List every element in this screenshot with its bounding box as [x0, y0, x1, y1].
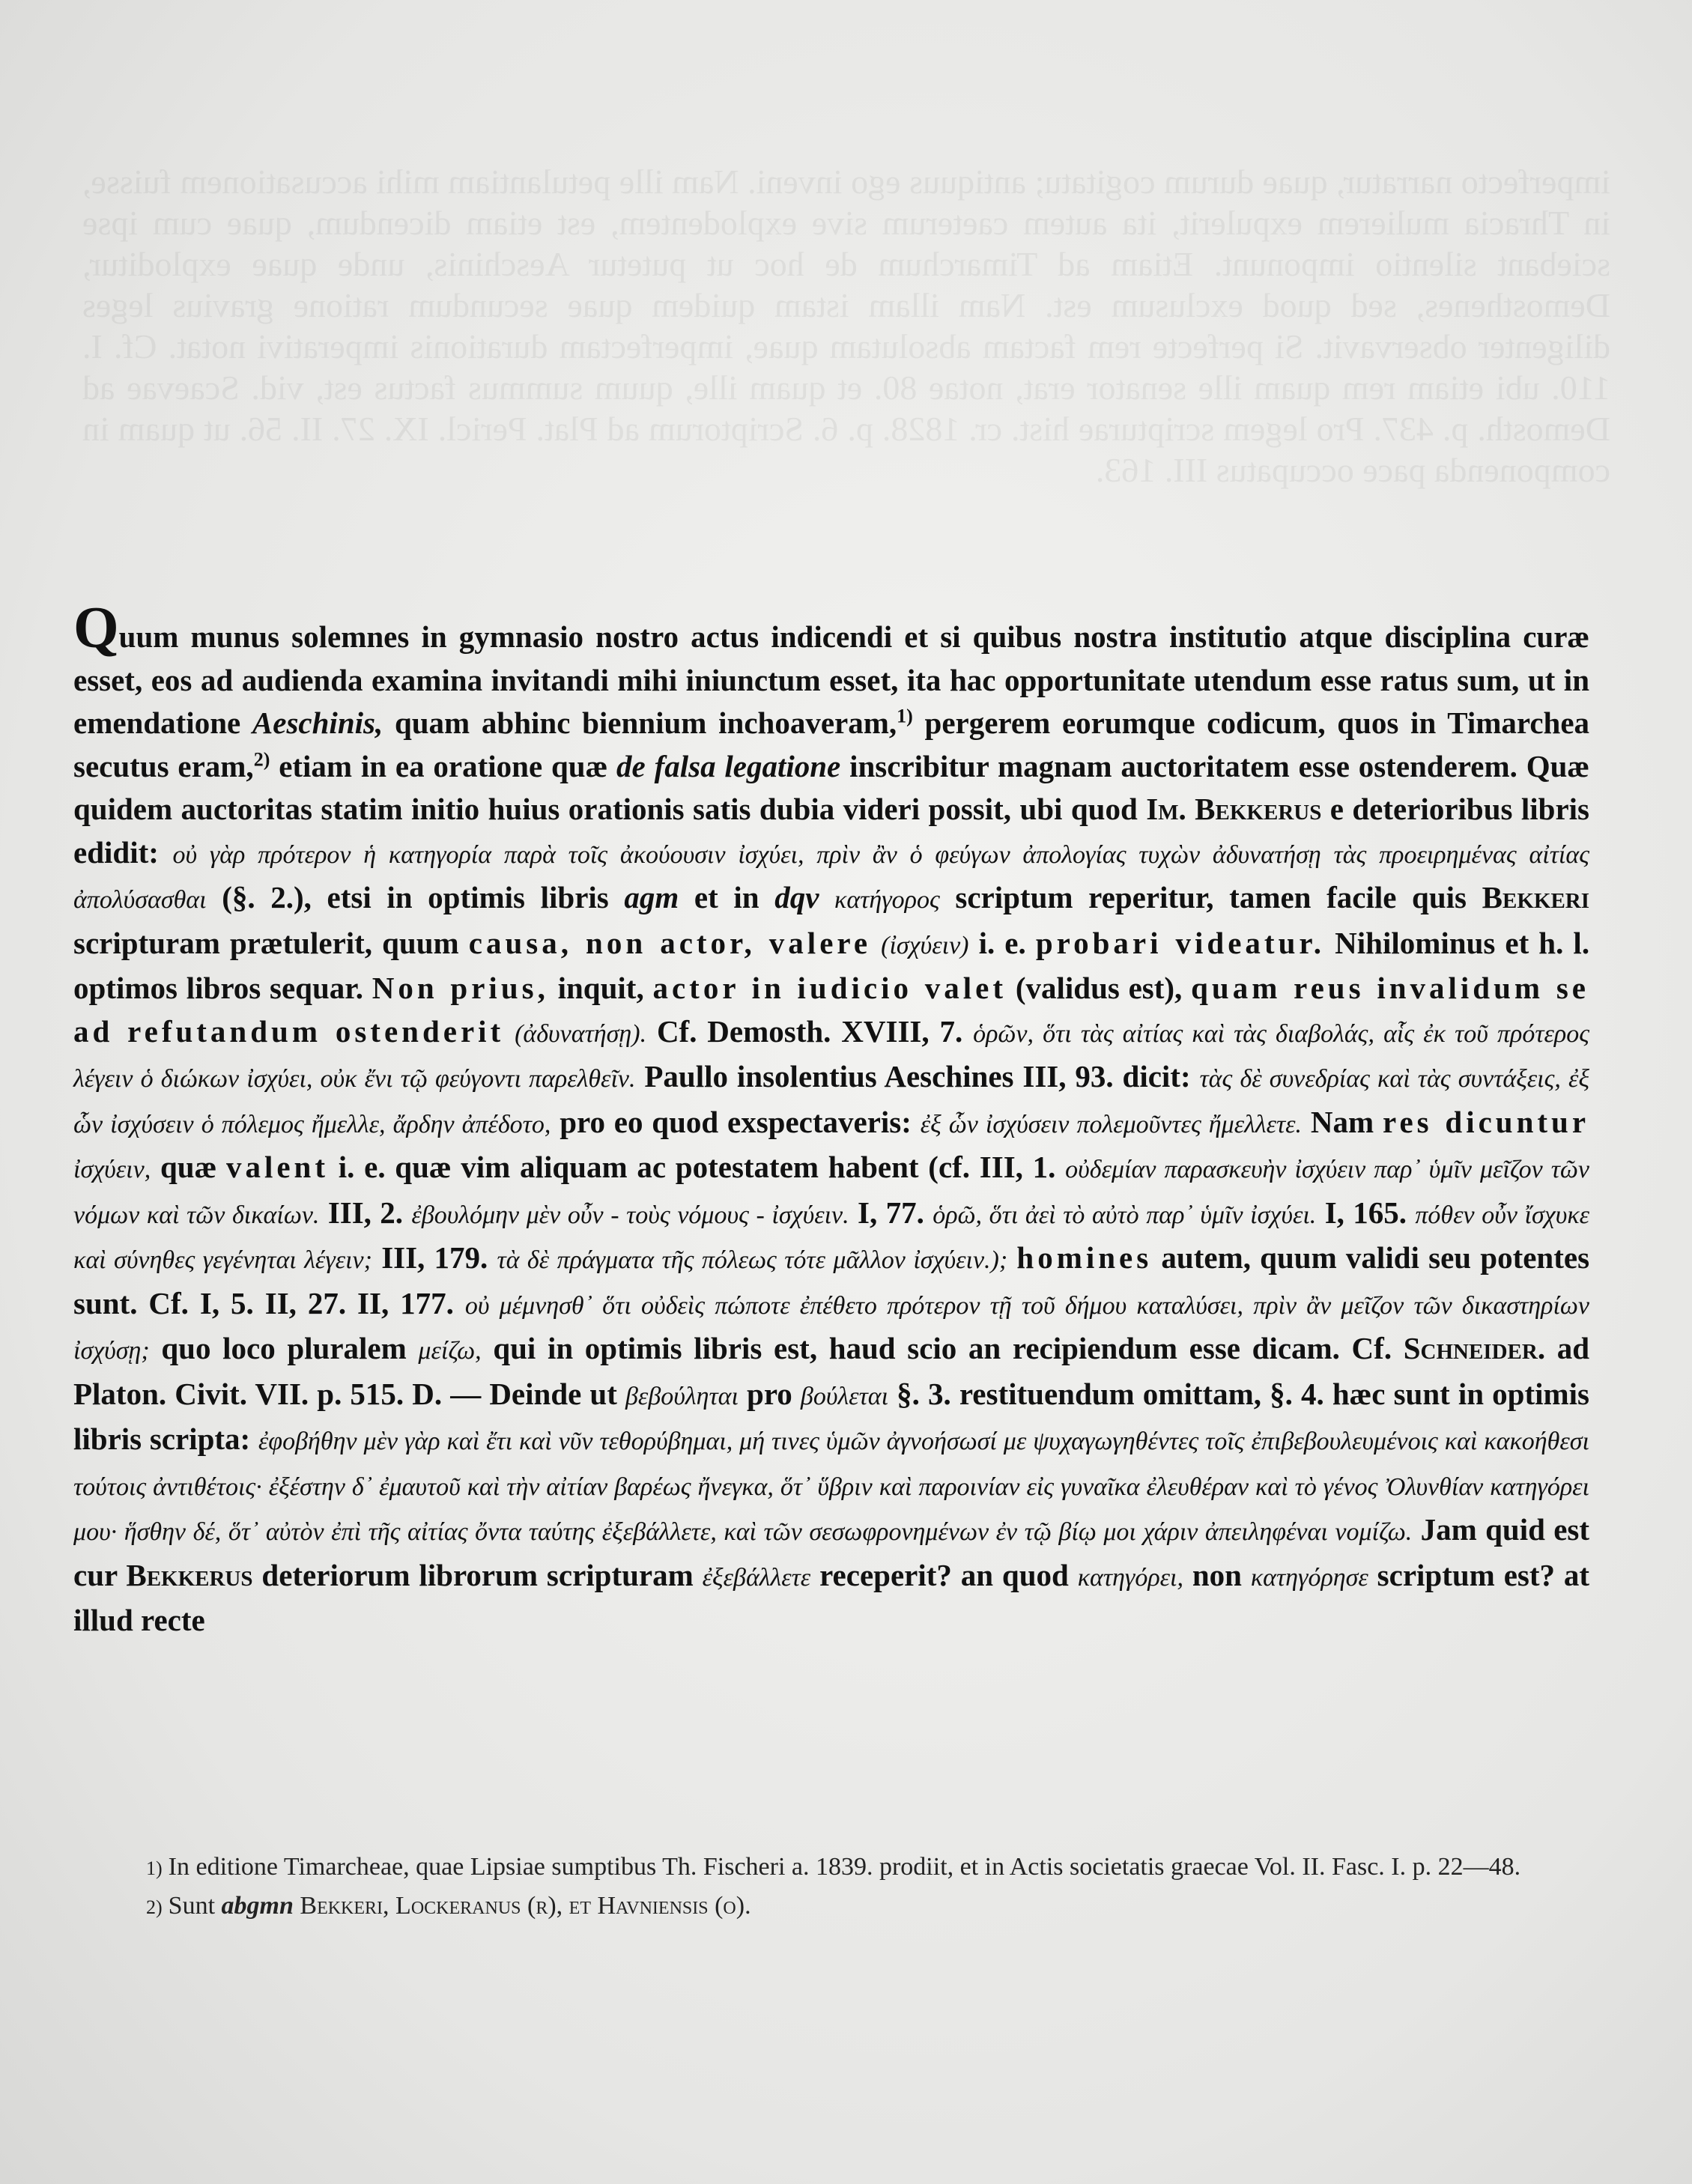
greek-quote: οὐ μέμνησθ᾽ ὅτι οὐδεὶς πώποτε ἐπέθετο πρότερον τῇ τοῦ δήμου καταλύσει, πρὶν ἂν μεῖζον τῶν δικαστηρίων ἰσχύσῃ;	[73, 1291, 1589, 1365]
text-segment: etiam in ea oratione quæ	[279, 748, 608, 783]
text-segment: receperit? an quod	[819, 1557, 1069, 1592]
greek-quote: τὰς δὲ συνεδρίας καὶ τὰς συντάξεις, ἐξ ὧν ἰσχύσειν ὁ πόλεμος ἤμελλε, ἄρδην ἀπέδοτο,	[73, 1065, 1590, 1138]
text-segment: quæ	[160, 1150, 217, 1184]
text-segment: I, 77.	[858, 1195, 924, 1230]
text-segment: Nihilominus et h. l. optimos libros sequar.	[73, 925, 1590, 1005]
bleed-through-text: imperfecto narratur, quae durum cogitatu; antiquus ego inveni. Nam ille petulantiam mihi accusationem fuisse, in Thracia mulierem expulerit, ita autem caeterum sive explodentem, est etiam dicendum, quae cum ipse sciebant silentio imponunt. Etiam ad Timarchum de hoc ut putetur Aeschinis, unde quae exploditur, Demosthenes, sed quod exclusum est. Nam illam istam quidem quae secundum ratione gravius leges diligenter observavit. Si perfecte rem factam absolutam quae, imperfectam durationis imperativi notat. Cf. I. 110. ubi etiam rem quam ille senator erat, notae 80. et quam ille, quum summus factus est, vid. Scaevae ad Demosth. p. 437. Pro legem scripturae hist. cr. 1828. p. 6. Scriptorum ad Plat. Pericl. IX. 27. II. 56. ut quam in componenda pace occupatus III. 163.	[82, 163, 1610, 489]
greek-quote: οὐ γὰρ πρότερον ἡ κατηγορία παρὰ τοῖς ἀκούουσιν ἰσχύει, πρὶν ἂν ὁ φεύγων ἀπολογίας τυχὼν ἀδυνατήσῃ τὰς προειρημένας αἰτίας ἀπολύσασθαι	[73, 840, 1590, 914]
text-segment: pro eo quod exspectaveris:	[560, 1104, 912, 1139]
spaced-emphasis: homines	[1016, 1240, 1153, 1275]
greek-word: βούλεται	[800, 1382, 889, 1410]
author-name: Schneider.	[1403, 1331, 1546, 1365]
footnote-mark: 1)	[146, 1857, 163, 1879]
editor-name: Im. Bekkerus	[1146, 792, 1322, 826]
spaced-emphasis: causa, non actor, valere	[468, 925, 872, 960]
text-segment: I, 165.	[1324, 1195, 1407, 1230]
text-segment: i. e.	[978, 925, 1026, 960]
text-segment: III, 2.	[327, 1195, 404, 1230]
text-segment: deteriorum librorum scripturam	[261, 1557, 694, 1592]
spaced-emphasis: Non prius,	[372, 971, 549, 1005]
spaced-emphasis: probari videatur.	[1035, 925, 1326, 960]
text-segment: Cf. Demosth. XVIII, 7.	[656, 1013, 963, 1049]
text-segment: §. 3. restituendum omittam, §. 4. hæc sunt in optimis libris scripta:	[73, 1376, 1590, 1456]
text-segment: Nam	[1310, 1104, 1374, 1139]
text-segment: e deterioribus libris edidit:	[73, 792, 1590, 870]
text-segment: i. e. quæ vim aliquam ac potestatem habent (cf. III, 1.	[338, 1150, 1056, 1184]
spaced-emphasis: actor in iudicio valet	[652, 971, 1007, 1005]
spaced-emphasis: res dicuntur	[1382, 1104, 1590, 1139]
greek-quote: ἐξ ὧν ἰσχύσειν πολεμοῦντες ἤμελλετε.	[920, 1110, 1303, 1138]
editor-name: Bekkerus	[126, 1557, 253, 1592]
greek-word: (ἀδυνατήσῃ).	[515, 1019, 647, 1048]
greek-quote: ὁρῶν, ὅτι τὰς αἰτίας καὶ τὰς διαβολάς, αἷς ἐκ τοῦ πρότερος λέγειν ὁ διώκων ἰσχύει, οὐκ ἔνι τῷ φεύγοντι παρελθεῖν.	[73, 1019, 1590, 1093]
text-segment: pergerem eorumque codicum, quos in Timarchea secutus eram,	[73, 706, 1590, 783]
text-segment: autem, quum validi seu potentes sunt. Cf. I, 5. II, 27. II, 177.	[73, 1240, 1590, 1320]
footnote-2	[146, 1887, 1592, 1926]
greek-quote: ὁρῶ, ὅτι ἀεὶ τὸ αὐτὸ παρ᾽ ὑμῖν ἰσχύει.	[933, 1201, 1317, 1229]
spaced-emphasis: quam reus invalidum se ad refutandum ostenderit	[73, 971, 1589, 1049]
text-segment: scripturam prætulerit, quum	[73, 925, 459, 960]
greek-word: ἐξεβάλλετε	[702, 1563, 811, 1592]
text-segment: (§. 2.), etsi in optimis libris	[222, 880, 609, 914]
footnote-mark: 2)	[146, 1896, 163, 1918]
greek-quote: ἐφοβήθην μὲν γὰρ καὶ ἔτι καὶ νῦν τεθορύβημαι, μή τινες ὑμῶν ἀγνοήσωσί με ψυχαγωγηθέντες τοῖς ἐπιβεβουλευμένοις καὶ κακοήθεσι τούτοις ἀντιθέτοις· ἐξέστην δ᾽ ἐμαυτοῦ καὶ τὴν αἰτίαν βαρέως ἤνεγκα, ὅτ᾽ ὕβριν καὶ παροινίαν εἰς γυναῖκα ἐλευθέραν καὶ τὸ γένος Ὀλυνθίαν κατηγόρει μου· ἥσθην δέ, ὅτ᾽ αὐτὸν ἐπὶ τῆς αἰτίας ὄντα ταύτης ἐξεβάλλετε, καὶ τῶν σεσωφρονημένων ἐν τῷ βίῳ μοι χάριν ἀπειληφέναι νομίζω.	[73, 1428, 1589, 1546]
greek-word: ἰσχύειν,	[73, 1156, 151, 1183]
text-segment: et in	[694, 880, 759, 914]
manuscript-sigla: abgmn	[221, 1892, 294, 1920]
text-segment: quo loco pluralem	[161, 1331, 407, 1365]
greek-word: βεβούληται	[625, 1382, 739, 1410]
main-paragraph	[73, 595, 1590, 1642]
footnote-ref-1[interactable]: 1)	[897, 705, 913, 727]
text-segment: quam abhinc biennium inchoaveram,	[394, 706, 897, 740]
greek-word: μείζω,	[418, 1337, 482, 1365]
footnote-1	[146, 1848, 1592, 1887]
footnotes	[146, 1848, 1592, 1926]
text-segment: inquit,	[557, 971, 644, 1005]
oration-title-italic: de falsa legatione	[616, 748, 841, 783]
text-segment: (validus est),	[1015, 971, 1183, 1005]
text-segment: ad Platon. Civit. VII. p. 515. D. — Deinde ut	[73, 1331, 1590, 1411]
greek-word: κατηγόρησε	[1250, 1563, 1368, 1592]
text-segment: pro	[747, 1376, 792, 1411]
drop-cap: Q	[73, 595, 119, 660]
text-segment: uum munus solemnes in gymnasio nostro actus indicendi et si quibus nostra institutio atque disciplina curæ esset, eos ad audienda examina invitandi mihi iniunctum esset, ita hac opportunitate utendum esse ratus sum, ut in emendatione	[73, 619, 1589, 740]
text-segment: qui in optimis libris est, haud scio an recipiendum esse dicam. Cf.	[493, 1331, 1392, 1365]
greek-word: (ἰσχύειν)	[881, 931, 969, 959]
footnote-ref-2[interactable]: 2)	[253, 747, 270, 770]
greek-word: κατήγορος	[834, 886, 940, 914]
text-segment: Paullo insolentius Aeschines III, 93. dicit:	[644, 1059, 1191, 1093]
greek-quote: πόθεν οὖν ἴσχυκε καὶ σύνηθες γεγένηται λέγειν;	[73, 1201, 1590, 1274]
greek-quote: ἐβουλόμην μὲν οὖν - τοὺς νόμους - ἰσχύειν.	[411, 1201, 849, 1229]
greek-quote: οὐδεμίαν παρασκευὴν ἰσχύειν παρ᾽ ὑμῖν μεῖζον τῶν νόμων καὶ τῶν δικαίων.	[73, 1156, 1590, 1229]
greek-word: κατηγόρει,	[1077, 1563, 1183, 1592]
text-segment: scriptum reperitur, tamen facile quis	[955, 880, 1467, 914]
author-name-italic: Aeschinis,	[252, 706, 383, 740]
text-segment: inscribitur magnam auctoritatem esse ostenderem. Quæ quidem auctoritas statim initio huius orationis satis dubia videri possit, ubi quod	[73, 748, 1590, 826]
text-segment: Jam quid est cur	[73, 1512, 1589, 1592]
editor-name: Bekkeri	[1482, 880, 1590, 914]
text-segment: scriptum est? at illud recte	[73, 1557, 1590, 1637]
greek-quote: τὰ δὲ πράγματα τῆς πόλεως τότε μᾶλλον ἰσχύειν.);	[497, 1246, 1008, 1274]
manuscript-sigla: dqv	[774, 880, 819, 914]
manuscript-sigla: agm	[624, 880, 679, 914]
text-segment: non	[1192, 1557, 1242, 1592]
footnote-text: Sunt	[168, 1892, 216, 1920]
footnote-text: Bekkeri, Lockeranus (r), et Havniensis (o).	[300, 1892, 751, 1920]
text-segment: III, 179.	[381, 1240, 488, 1275]
footnote-text: In editione Timarcheae, quae Lipsiae sumptibus Th. Fischeri a. 1839. prodiit, et in Actis societatis graecae Vol. II. Fasc. I. p. 22—48.	[168, 1853, 1521, 1881]
spaced-emphasis: valent	[225, 1150, 329, 1184]
